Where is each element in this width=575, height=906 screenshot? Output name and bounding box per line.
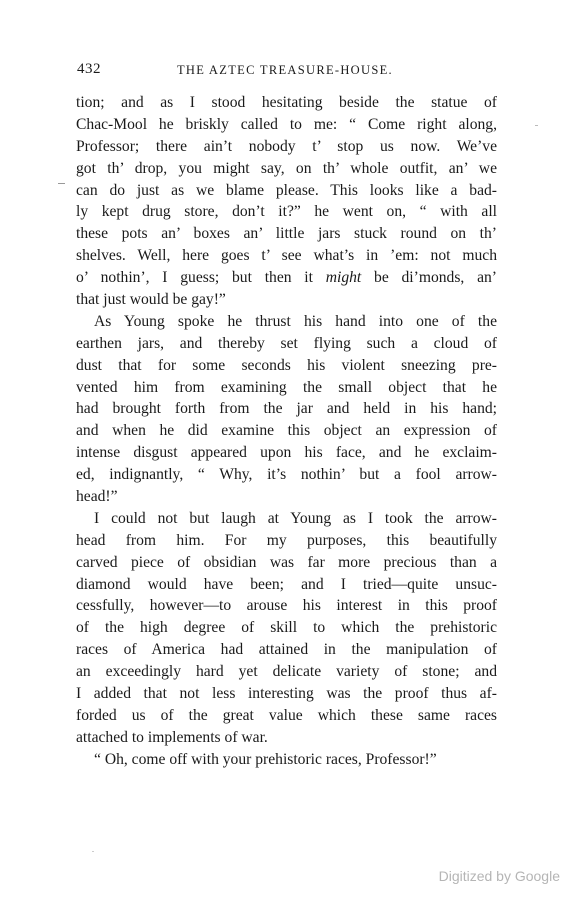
text-line: attached to implements of war.: [76, 728, 268, 746]
text-line: vented him from examining the small object that he: [76, 378, 497, 396]
running-head: THE AZTEC TREASURE-HOUSE.: [177, 63, 393, 77]
scan-speck: [92, 851, 94, 852]
text-line: intense disgust appeared upon his face, and he exclaim-: [76, 444, 497, 462]
text-line: head from him. For my purposes, this beautifully: [76, 531, 497, 549]
text-line: head!”: [76, 488, 118, 506]
text-line: Professor; there ain’t nobody t’ stop us now. We’ve: [76, 137, 497, 155]
text-line: an exceedingly hard yet delicate variety of stone; and: [76, 663, 497, 681]
italic-word: might: [325, 269, 362, 287]
body-text: [76, 92, 497, 771]
text-line: that just would be gay!”: [76, 291, 226, 309]
text-line: and when he did examine this object an expression of: [76, 422, 497, 440]
text-line: ed, indignantly, “ Why, it’s nothin’ but a fool arrow-: [76, 466, 497, 484]
text-line: ly kept drug store, don’t it?” he went on, “ with all: [76, 203, 497, 221]
text-line: can do just as we blame please. This looks like a bad-: [76, 181, 497, 199]
text-run: be di’monds, an’: [361, 269, 497, 287]
margin-mark: [58, 183, 65, 184]
text-line: races of America had attained in the manipulation of: [76, 641, 497, 659]
paragraph-first-line: I could not but laugh at Young as I took the arrow-: [94, 509, 497, 527]
watermark: Digitized by Google: [438, 868, 560, 884]
text-line: Chac-Mool he briskly called to me: “ Come right along,: [76, 115, 497, 133]
text-line: cessfully, however—to arouse his interest in this proof: [76, 597, 497, 615]
page-header: [77, 61, 497, 81]
text-run: o’ nothin’, I guess; but then it: [76, 269, 326, 287]
text-line: of the high degree of skill to which the prehistoric: [76, 619, 497, 637]
text-line: had brought forth from the jar and held in his hand;: [76, 400, 497, 418]
text-line: got th’ drop, you might say, on th’ whole outfit, an’ we: [76, 159, 497, 177]
text-line: forded us of the great value which these same races: [76, 706, 497, 724]
scan-speck: [535, 125, 538, 126]
text-line: shelves. Well, here goes t’ see what’s in ’em: not much: [76, 247, 497, 265]
page-number: 432: [77, 61, 101, 77]
paragraph-first-line: As Young spoke he thrust his hand into one of the: [94, 312, 497, 330]
text-line: I added that not less interesting was the proof thus af-: [76, 685, 497, 703]
text-line: these pots an’ boxes an’ little jars stuck round on th’: [76, 225, 497, 243]
text-line: diamond would have been; and I tried—quite unsuc-: [76, 575, 497, 593]
paragraph-first-line: “ Oh, come off with your prehistoric races, Professor!”: [94, 750, 437, 768]
text-line: tion; and as I stood hesitating beside the statue of: [76, 94, 497, 111]
text-line: carved piece of obsidian was far more precious than a: [76, 553, 497, 571]
text-line: earthen jars, and thereby set flying such a cloud of: [76, 334, 497, 352]
text-line: dust that for some seconds his violent sneezing pre-: [76, 356, 497, 374]
text-line: [76, 267, 497, 289]
